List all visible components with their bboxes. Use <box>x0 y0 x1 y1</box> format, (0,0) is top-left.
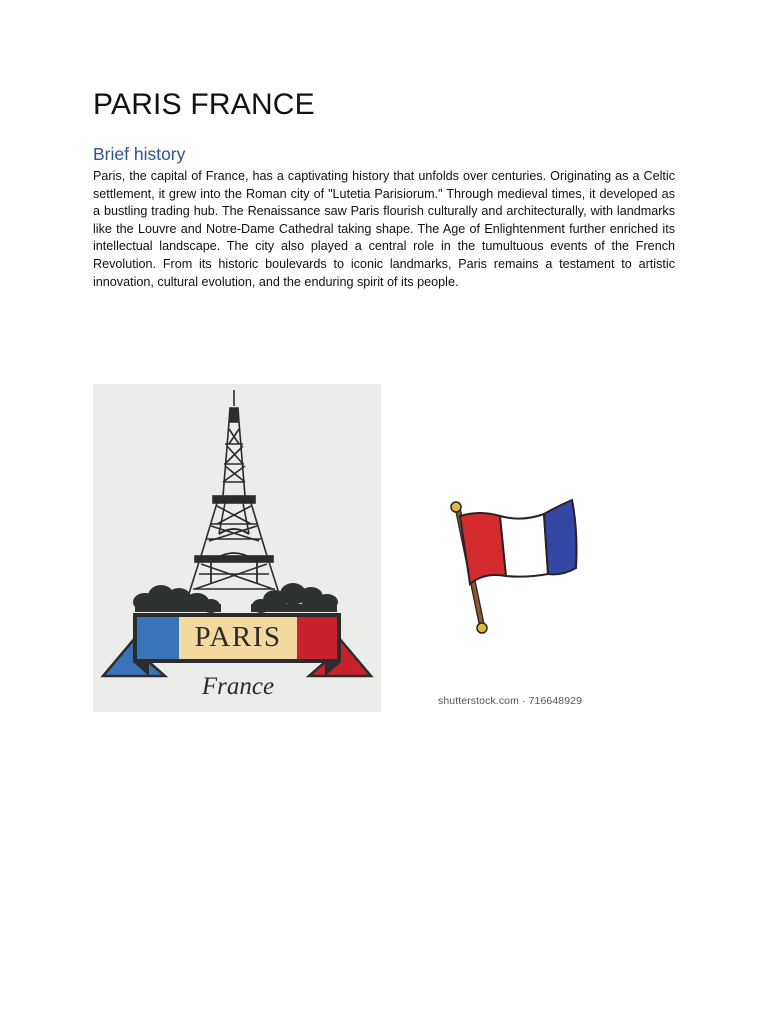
section-heading: Brief history <box>93 144 186 164</box>
banner-text: PARIS <box>194 621 282 653</box>
history-paragraph: Paris, the capital of France, has a captivating history that unfolds over centuries. Originating as a Celtic settlement, it grew into the Roman city of "Lutetia Parisiorum." Through medieval times, it developed as a bustling trading hub. The Renaissance saw Paris flourish culturally and architecturally, with landmarks like the Louvre and Notre-Dame Cathedral taking shape. The Age of Enlightenment further enriched its intellectual landscape. The city also played a central role in the tumultuous events of the French Revolution. From its historic boulevards to iconic landmarks, Paris remains a testament to artistic innovation, cultural evolution, and the enduring spirit of its people. <box>93 169 675 289</box>
trees-icon <box>133 583 338 613</box>
eiffel-tower-graphic <box>93 384 381 712</box>
eiffel-tower-icon <box>185 390 283 606</box>
script-text: France <box>201 673 275 700</box>
french-flag-icon <box>420 480 600 690</box>
french-flag-illustration <box>420 480 600 720</box>
page-title: PARIS FRANCE <box>93 88 315 121</box>
eiffel-tower-illustration <box>93 384 381 712</box>
image-watermark: shutterstock.com · 716648929 <box>438 695 583 707</box>
ribbon-banner <box>103 613 371 700</box>
